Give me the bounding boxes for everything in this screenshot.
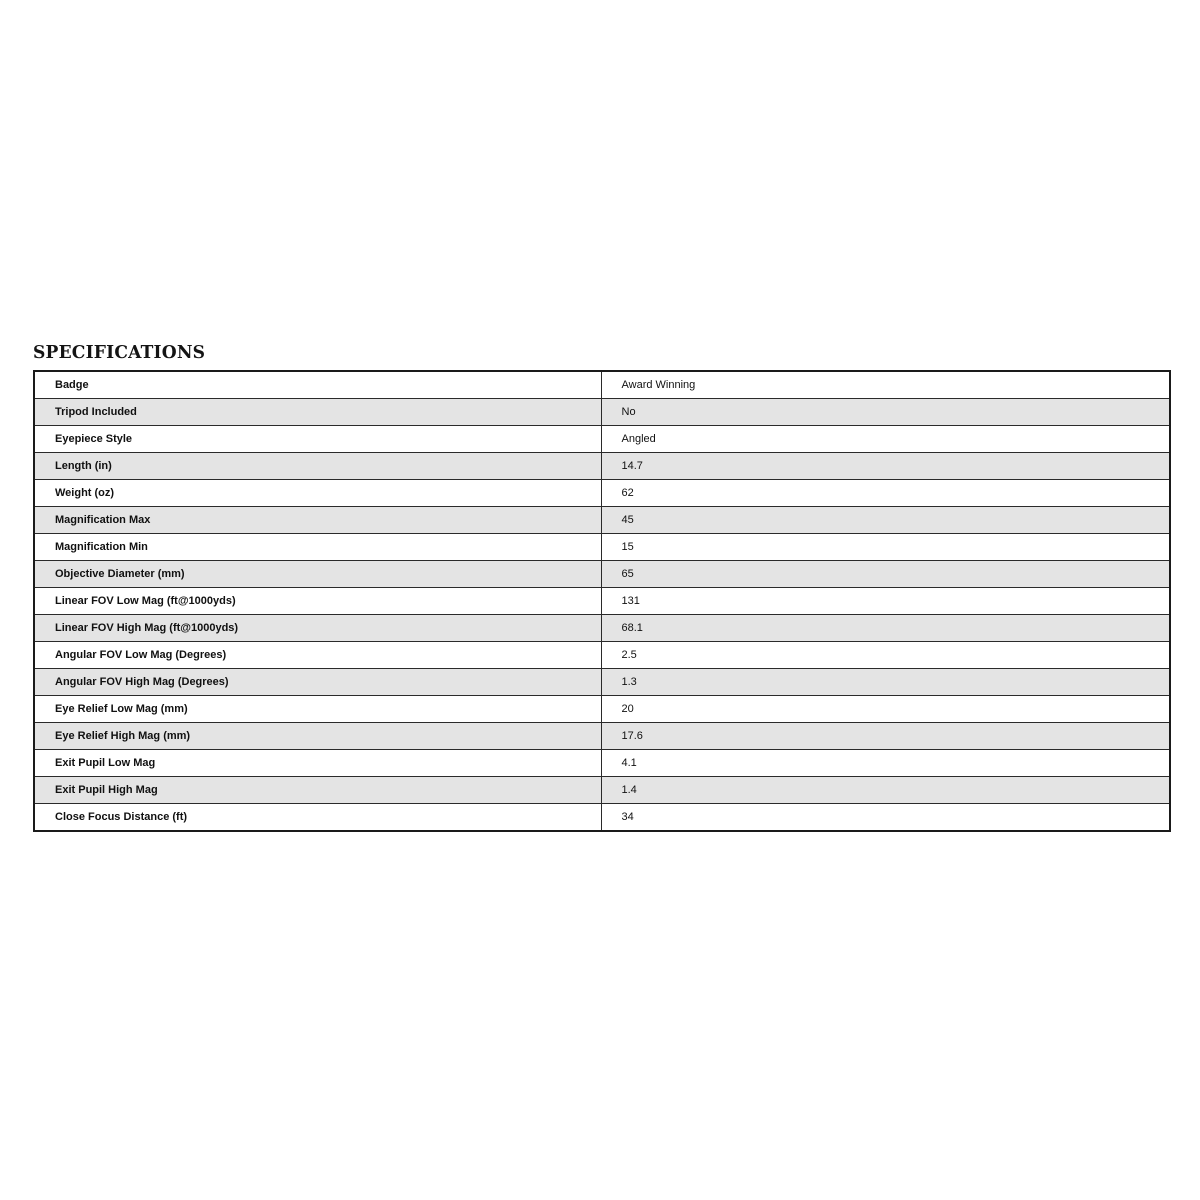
spec-value: 4.1	[601, 750, 1170, 777]
spec-value: 65	[601, 561, 1170, 588]
spec-label: Linear FOV High Mag (ft@1000yds)	[34, 615, 601, 642]
spec-label: Magnification Min	[34, 534, 601, 561]
spec-label: Angular FOV Low Mag (Degrees)	[34, 642, 601, 669]
specifications-table-body	[34, 371, 1170, 831]
spec-label: Eye Relief High Mag (mm)	[34, 723, 601, 750]
spec-label: Exit Pupil High Mag	[34, 777, 601, 804]
spec-value: No	[601, 399, 1170, 426]
spec-value: 1.3	[601, 669, 1170, 696]
spec-value: 1.4	[601, 777, 1170, 804]
table-row	[34, 777, 1170, 804]
spec-label: Weight (oz)	[34, 480, 601, 507]
table-row	[34, 669, 1170, 696]
spec-value: Angled	[601, 426, 1170, 453]
table-row	[34, 507, 1170, 534]
table-row	[34, 615, 1170, 642]
table-row	[34, 371, 1170, 399]
spec-value: 45	[601, 507, 1170, 534]
specifications-table	[33, 370, 1171, 832]
spec-value: Award Winning	[601, 371, 1170, 399]
spec-label: Length (in)	[34, 453, 601, 480]
spec-value: 20	[601, 696, 1170, 723]
spec-value: 2.5	[601, 642, 1170, 669]
table-row	[34, 750, 1170, 777]
spec-label: Objective Diameter (mm)	[34, 561, 601, 588]
spec-value: 34	[601, 804, 1170, 832]
spec-value: 14.7	[601, 453, 1170, 480]
spec-value: 68.1	[601, 615, 1170, 642]
table-row	[34, 588, 1170, 615]
specifications-section	[33, 341, 1169, 832]
spec-label: Eye Relief Low Mag (mm)	[34, 696, 601, 723]
table-row	[34, 642, 1170, 669]
spec-value: 131	[601, 588, 1170, 615]
spec-label: Eyepiece Style	[34, 426, 601, 453]
table-row	[34, 426, 1170, 453]
spec-label: Exit Pupil Low Mag	[34, 750, 601, 777]
spec-value: 15	[601, 534, 1170, 561]
specifications-title: SPECIFICATIONS	[33, 342, 206, 363]
table-row	[34, 453, 1170, 480]
table-row	[34, 723, 1170, 750]
table-row	[34, 534, 1170, 561]
spec-label: Linear FOV Low Mag (ft@1000yds)	[34, 588, 601, 615]
table-row	[34, 696, 1170, 723]
table-row	[34, 399, 1170, 426]
spec-value: 62	[601, 480, 1170, 507]
table-row	[34, 561, 1170, 588]
spec-label: Magnification Max	[34, 507, 601, 534]
spec-label: Close Focus Distance (ft)	[34, 804, 601, 832]
spec-label: Tripod Included	[34, 399, 601, 426]
table-row	[34, 480, 1170, 507]
spec-label: Angular FOV High Mag (Degrees)	[34, 669, 601, 696]
spec-label: Badge	[34, 371, 601, 399]
spec-value: 17.6	[601, 723, 1170, 750]
table-row	[34, 804, 1170, 832]
